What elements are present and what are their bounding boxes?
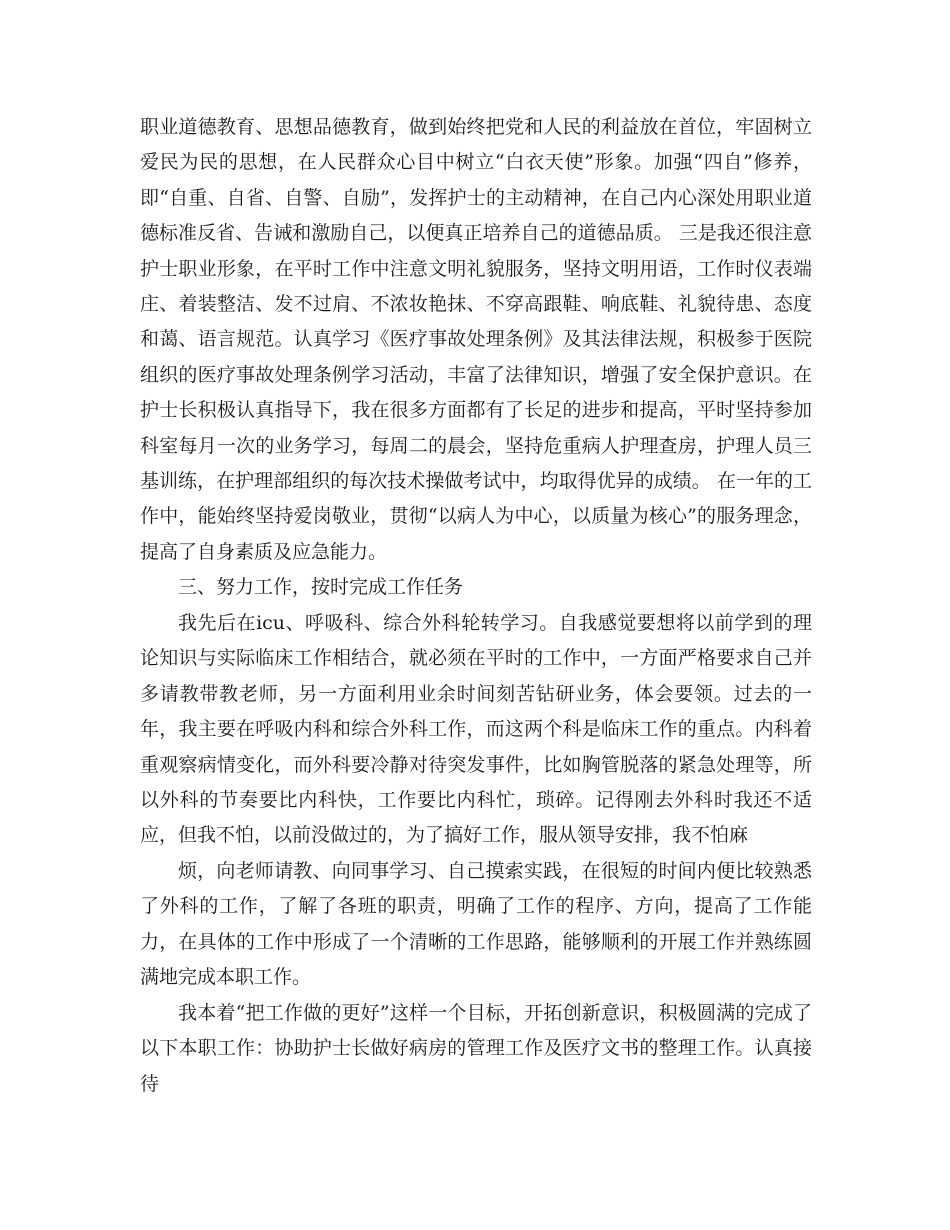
paragraph-rotation-study: 我先后在icu、呼吸科、综合外科轮转学习。自我感觉要想将以前学到的理论知识与实际临床工作相结合，就必须在平时的工作中，一方面严格要求自己并多请教带教老师，另一方面利用业余时间刻苦钻研业务，体会要领。过去的一年，我主要在呼吸内科和综合外科工作，而这两个科是临床工作的重点。内科着重观察病情变化，而外科要冷静对待突发事件，比如胸管脱落的紧急处理等，所以外科的节奏要比内科快，工作要比内科忙，琐碎。记得刚去外科时我还不适应，但我不怕，以前没做过的，为了搞好工作，服从领导安排，我不怕麻: [140, 611, 812, 847]
paragraph-learning-surgery: 烦，向老师请教、向同事学习、自己摸索实践，在很短的时间内便比较熟悉了外科的工作，了解了各班的职责，明确了工作的程序、方向，提高了工作能力，在具体的工作中形成了一个清晰的工作思路，能够顺利的开展工作并熟练圆满地完成本职工作。: [140, 859, 812, 989]
paragraph-professional-ethics: 职业道德教育、思想品德教育，做到始终把党和人民的利益放在首位，牢固树立爱民为民的思想，在人民群众心目中树立“白衣天使”形象。加强“四自”修养，即“自重、自省、自警、自励”，发挥护士的主动精神，在自己内心深处用职业道德标准反省、告诫和激励自己，以便真正培养自己的道德品质。 三是我还很注意护士职业形象，在平时工作中注意文明礼貌服务，坚持文明用语，工作时仪表端庄、着装整洁、发不过肩、不浓妆艳抹、不穿高跟鞋、响底鞋、礼貌待患、态度和蔼、语言规范。认真学习《医疗事故处理条例》及其法律法规，积极参于医院组织的医疗事故处理条例学习活动，丰富了法律知识，增强了安全保护意识。在护士长积极认真指导下，我在很多方面都有了长足的进步和提高，平时坚持参加科室每月一次的业务学习，每周二的晨会，坚持危重病人护理查房，护理人员三基训练，在护理部组织的每次技术操做考试中，均取得优异的成绩。 在一年的工作中，能始终坚持爱岗敬业，贯彻“以病人为中心，以质量为核心”的服务理念，提高了自身素质及应急能力。: [140, 116, 812, 563]
paragraph-work-goals: 我本着“把工作做的更好”这样一个目标，开拓创新意识，积极圆满的完成了以下本职工作：协助护士长做好病房的管理工作及医疗文书的整理工作。认真接待: [140, 1001, 812, 1095]
section-heading-work-tasks: 三、努力工作，按时完成工作任务: [178, 576, 464, 599]
document-body: [140, 110, 812, 1102]
